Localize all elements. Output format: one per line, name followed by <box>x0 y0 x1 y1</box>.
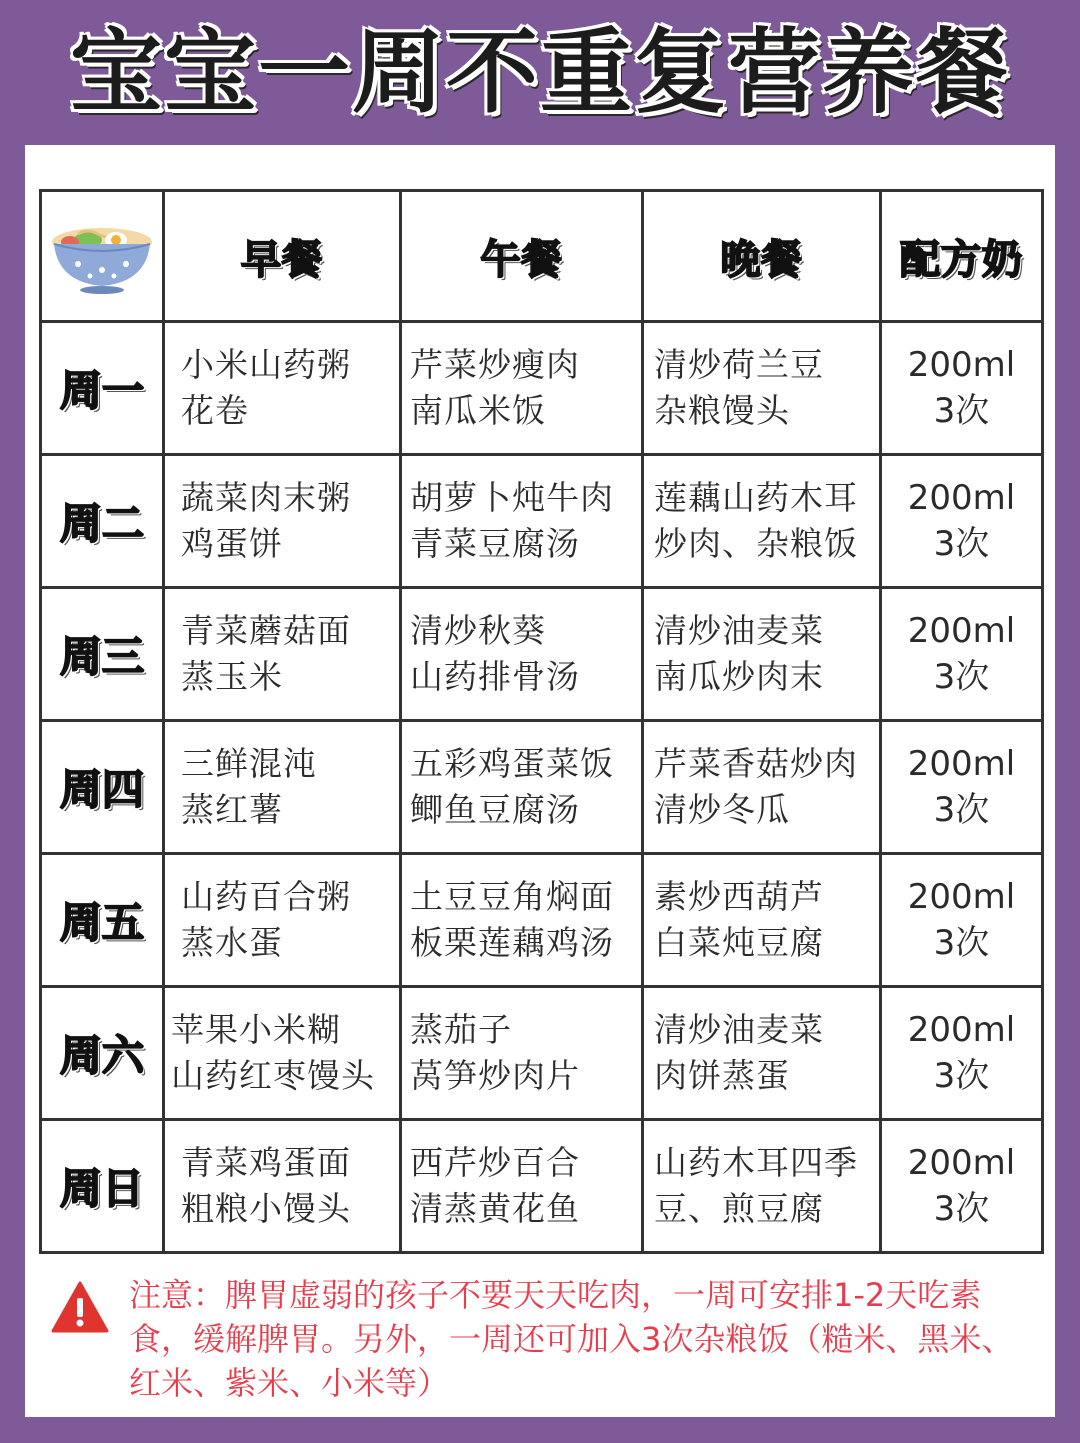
lunch-cell: 蒸茄子 莴笋炒肉片 <box>401 987 643 1120</box>
table-header-row <box>41 191 1043 322</box>
milk-cell: 200ml 3次 <box>881 854 1043 987</box>
breakfast-cell: 青菜鸡蛋面 粗粮小馒头 <box>164 1120 401 1253</box>
table-row <box>41 455 1043 588</box>
lunch-cell: 西芹炒百合 清蒸黄花鱼 <box>401 1120 643 1253</box>
breakfast-cell: 山药百合粥 蒸水蛋 <box>164 854 401 987</box>
day-label: 周四 <box>41 721 164 854</box>
header-formula-milk: 配方奶 <box>881 191 1043 322</box>
day-label: 周二 <box>41 455 164 588</box>
noodle-bowl-icon <box>48 212 156 296</box>
dinner-cell: 清炒荷兰豆 杂粮馒头 <box>643 322 881 455</box>
dinner-cell: 芹菜香菇炒肉 清炒冬瓜 <box>643 721 881 854</box>
day-label: 周六 <box>41 987 164 1120</box>
dinner-cell: 山药木耳四季 豆、煎豆腐 <box>643 1120 881 1253</box>
milk-cell: 200ml 3次 <box>881 455 1043 588</box>
lunch-cell: 芹菜炒瘦肉 南瓜米饭 <box>401 322 643 455</box>
breakfast-cell: 青菜蘑菇面 蒸玉米 <box>164 588 401 721</box>
day-label: 周五 <box>41 854 164 987</box>
milk-cell: 200ml 3次 <box>881 588 1043 721</box>
milk-cell: 200ml 3次 <box>881 987 1043 1120</box>
breakfast-cell: 苹果小米糊 山药红枣馒头 <box>164 987 401 1120</box>
header-breakfast: 早餐 <box>164 191 401 322</box>
meal-card <box>25 145 1055 1417</box>
corner-cell <box>41 191 164 322</box>
table-row <box>41 854 1043 987</box>
meal-plan-table <box>39 189 1044 1254</box>
lunch-cell: 胡萝卜炖牛肉 青菜豆腐汤 <box>401 455 643 588</box>
breakfast-cell: 三鲜混沌 蒸红薯 <box>164 721 401 854</box>
table-row <box>41 1120 1043 1253</box>
day-label: 周一 <box>41 322 164 455</box>
milk-cell: 200ml 3次 <box>881 1120 1043 1253</box>
day-label: 周三 <box>41 588 164 721</box>
table-row <box>41 721 1043 854</box>
milk-cell: 200ml 3次 <box>881 721 1043 854</box>
breakfast-cell: 蔬菜肉末粥 鸡蛋饼 <box>164 455 401 588</box>
breakfast-cell: 小米山药粥 花卷 <box>164 322 401 455</box>
header-dinner: 晚餐 <box>643 191 881 322</box>
header-lunch: 午餐 <box>401 191 643 322</box>
table-row <box>41 987 1043 1120</box>
day-label: 周日 <box>41 1120 164 1253</box>
milk-cell: 200ml 3次 <box>881 322 1043 455</box>
table-row <box>41 588 1043 721</box>
lunch-cell: 五彩鸡蛋菜饭 鲫鱼豆腐汤 <box>401 721 643 854</box>
table-row <box>41 322 1043 455</box>
dinner-cell: 素炒西葫芦 白菜炖豆腐 <box>643 854 881 987</box>
dinner-cell: 清炒油麦菜 肉饼蒸蛋 <box>643 987 881 1120</box>
dinner-cell: 莲藕山药木耳 炒肉、杂粮饭 <box>643 455 881 588</box>
lunch-cell: 土豆豆角焖面 板栗莲藕鸡汤 <box>401 854 643 987</box>
warning-triangle-icon <box>51 1281 109 1333</box>
dinner-cell: 清炒油麦菜 南瓜炒肉末 <box>643 588 881 721</box>
page-title: 宝宝一周不重复营养餐 <box>69 19 1010 126</box>
lunch-cell: 清炒秋葵 山药排骨汤 <box>401 588 643 721</box>
note-text: 注意：脾胃虚弱的孩子不要天天吃肉，一周可安排1-2天吃素食，缓解脾胃。另外，一周还可加入3次杂粮饭（糙米、黑米、红米、紫米、小米等） <box>129 1276 1014 1402</box>
